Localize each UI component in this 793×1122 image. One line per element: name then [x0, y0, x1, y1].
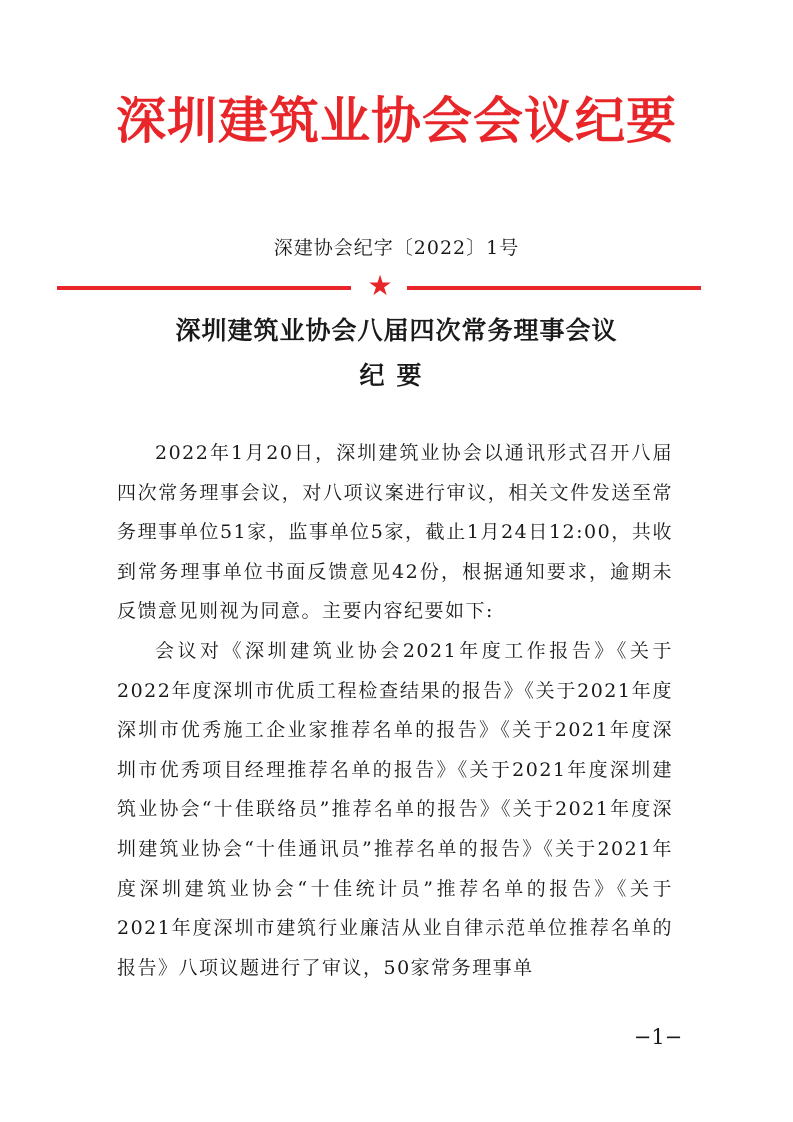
document-title: 深圳建筑业协会八届四次常务理事会议 [175, 316, 618, 345]
page-number: −1− [633, 1025, 683, 1049]
document-number: 深建协会纪字〔2022〕1号 [273, 237, 520, 259]
divider-line-right [407, 286, 701, 290]
divider-line-left [57, 286, 351, 290]
letterhead-title: 深圳建筑业协会会议纪要 [116, 91, 677, 150]
body-paragraph: 会议对《深圳建筑业协会2021年度工作报告》《关于2022年度深圳市优质工程检查结果的报告》《关于2021年度深圳市优秀施工企业家推荐名单的报告》《关于2021年度深圳市优秀项目经理推荐名单的报告》《关于2021年度深圳建筑业协会“十佳联络员”推荐名单的报告》《关于2021年度深圳建筑业协会“十佳通讯员”推荐名单的报告》《关于2021年度深圳建筑业协会“十佳统计员”推荐名单的报告》《关于2021年度深圳市建筑行业廉洁从业自律示范单位推荐名单的报告》八项议题进行了审议，50家常务理事单 [117, 639, 673, 979]
body-text [117, 434, 673, 988]
body-paragraph: 2022年1月20日，深圳建筑业协会以通讯形式召开八届四次常务理事会议，对八项议案进行审议，相关文件发送至常务理事单位51家，监事单位5家，截止1月24日12:00，共收到常务理事单位书面反馈意见42份，根据通知要求，逾期未反馈意见则视为同意。主要内容纪要如下: [117, 442, 673, 623]
red-star-icon: ★ [367, 269, 393, 302]
document-title-suffix: 纪要 [359, 361, 434, 390]
red-divider [57, 269, 701, 302]
